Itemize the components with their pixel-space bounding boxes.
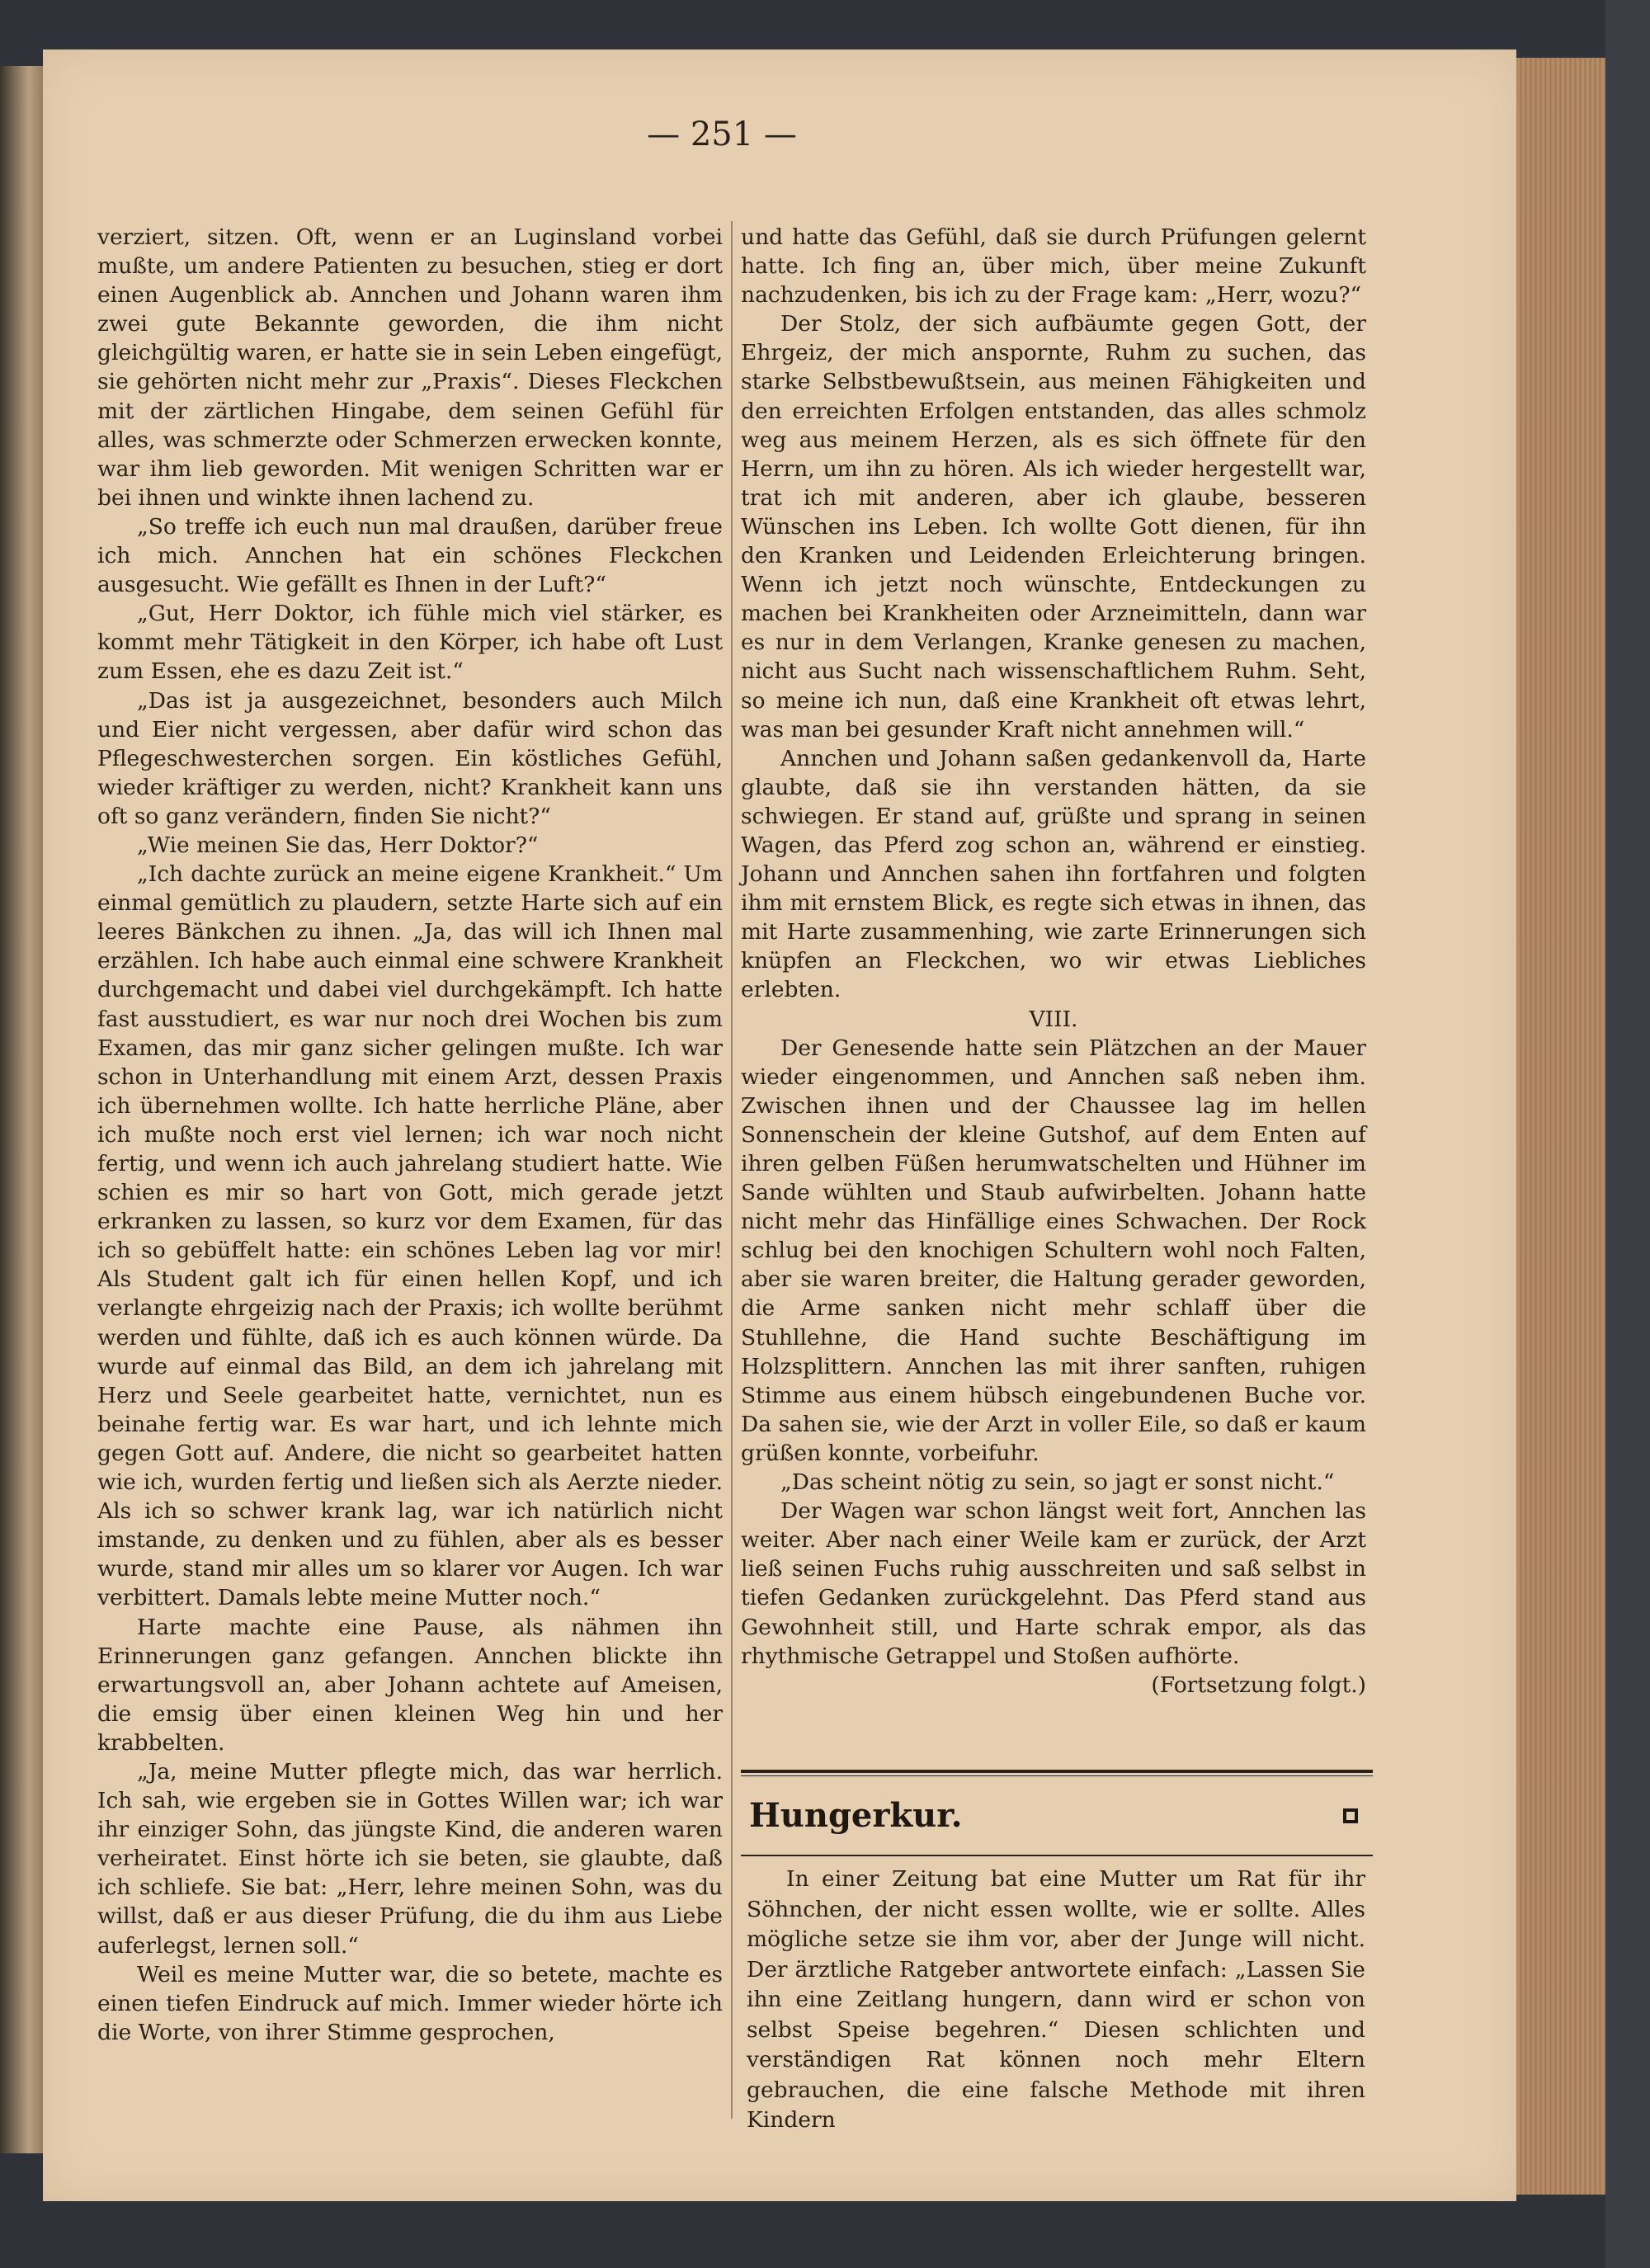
paragraph: Annchen und Johann saßen gedankenvoll da, Harte glaubte, daß sie ihn verstanden hätten, da sie schwiegen. Er stand auf, grüßte und sprang in seinen Wagen, das Pferd zog schon an, während er einstieg. Johann und Annchen sahen ihn fortfahren und folgten ihm mit ernstem Blick, es regte sich etwas in ihnen, das mit Harte zusammenhing, wie zarte Erinnerungen sich knüpfen an Fleckchen, wo wir etwas Liebliches erlebten.	[741, 745, 1366, 1003]
paragraph: „Das scheint nötig zu sein, so jagt er sonst nicht.“	[780, 1469, 1335, 1496]
article-title: Hungerkur.	[749, 1796, 963, 1835]
paragraph: verziert, sitzen. Oft, wenn er an Luginsland vorbei mußte, um andere Patienten zu besuchen, stieg er dort einen Augenblick ab. Annchen und Johann waren ihm zwei gute Bekannte geworden, die ihm nicht gleichgültig waren, er hatte sie in sein Leben eingefügt, sie gehörten nicht mehr zur „Praxis“. Dieses Fleckchen mit der zärtlichen Hingabe, dem seinen Gefühl für alles, was schmerzte oder Schmerzen erwecken konnte, war ihm lieb geworden. Mit wenigen Schritten war er bei ihnen und winkte ihnen lachend zu.	[97, 224, 723, 511]
paragraph: „Das ist ja ausgezeichnet, besonders auch Milch und Eier nicht vergessen, aber dafür wird schon das Pflegeschwesterchen sorgen. Ein köstliches Gefühl, wieder kräftiger zu werden, nicht? Krankheit kann uns oft so ganz verändern, finden Sie nicht?“	[97, 687, 723, 829]
paragraph: Weil es meine Mutter war, die so betete, machte es einen tiefen Eindruck auf mich. Immer wieder hörte ich die Worte, von ihrer Stimme gesprochen,	[97, 1961, 723, 2045]
article-top-rule	[741, 1770, 1373, 1773]
continuation-note: (Fortsetzung folgt.)	[1151, 1672, 1366, 1698]
paragraph: In einer Zeitung bat eine Mutter um Rat für ihr Söhnchen, der nicht essen wollte, wie er sollte. Alles mögliche setze sie ihm vor, aber der Junge will nicht. Der ärztliche Ratgeber antwortete einfach: „Lassen Sie ihn eine Zeitlang hungern, dann wird er schon von selbst Speise begehren.“ Diesen schlichten und verständigen Rat können noch mehr Eltern gebrauchen, die eine falsche Methode mit ihren Kindern	[747, 1866, 1365, 2133]
page-stack-edge	[1516, 58, 1610, 2195]
paragraph: und hatte das Gefühl, daß sie durch Prüfungen gelernt hatte. Ich fing an, über mich, über meine Zukunft nachzudenken, bis ich zu der Frage kam: „Herr, wozu?“	[741, 224, 1366, 309]
paragraph: Der Genesende hatte sein Plätzchen an der Mauer wieder eingenommen, und Annchen saß neben ihm. Zwischen ihnen und der Chaussee lag im hellen Sonnenschein der kleine Gutshof, auf dem Enten auf ihren gelben Füßen herumwatschelten und Hühner im Sande wühlten und Staub aufwirbelten. Johann hatte nicht mehr das Hinfällige eines Schwachen. Der Rock schlug bei den knochigen Schultern wohl noch Falten, aber sie waren breiter, die Haltung gerader geworden, die Arme sanken nicht mehr schlaff über die Stuhllehne, die Hand suchte Beschäftigung im Holzsplittern. Annchen las mit ihrer sanften, ruhigen Stimme aus einem hübsch eingebundenen Buche vor. Da sahen sie, wie der Arzt in voller Eile, so daß er kaum grüßen konnte, vorbeifuhr.	[741, 1035, 1366, 1466]
paragraph: Der Stolz, der sich aufbäumte gegen Gott, der Ehrgeiz, der mich anspornte, Ruhm zu suchen, das starke Selbstbewußtsein, aus meinen Fähigkeiten und den erreichten Erfolgen entstanden, das alles schmolz weg aus meinem Herzen, als es sich öffnete für den Herrn, um ihn zu hören. Als ich wieder hergestellt war, trat ich mit anderen, aber ich glaube, besseren Wünschen ins Leben. Ich wollte Gott dienen, für ihn den Kranken und Leidenden Erleichterung bringen. Wenn ich jetzt noch wünschte, Entdeckungen zu machen bei Krankheiten oder Arzneimitteln, dann war es nur in dem Verlangen, Kranke genesen zu machen, nicht aus Sucht nach wissenschaftlichem Ruhm. Seht, so meine ich nun, daß eine Krankheit oft etwas lehrt, was man bei gesunder Kraft nicht annehmen will.“	[741, 311, 1366, 743]
book-cover	[1605, 0, 1650, 2268]
paragraph: Der Wagen war schon längst weit fort, Annchen las weiter. Aber nach einer Weile kam er zurück, der Arzt ließ seinen Fuchs ruhig ausschreiten und saß selbst in tiefen Gedanken zurückgelehnt. Das Pferd stand aus Gewohnheit still, und Harte schrak empor, als das rhythmische Getrappel und Stoßen aufhörte.	[741, 1498, 1366, 1669]
square-icon	[1343, 1808, 1358, 1823]
paragraph: „Gut, Herr Doktor, ich fühle mich viel stärker, es kommt mehr Tätigkeit in den Körper, ich habe oft Lust zum Essen, ehe es dazu Zeit ist.“	[97, 601, 723, 685]
right-column	[741, 223, 1366, 2145]
paragraph: „Wie meinen Sie das, Herr Doktor?“	[137, 832, 539, 858]
page-number: — 251 —	[647, 116, 797, 153]
column-divider	[731, 221, 733, 2119]
paragraph: „So treffe ich euch nun mal draußen, darüber freue ich mich. Annchen hat ein schönes Fleckchen ausgesucht. Wie gefällt es Ihnen in der Luft?“	[97, 513, 723, 598]
paragraph: „Ich dachte zurück an meine eigene Krankheit.“ Um einmal gemütlich zu plaudern, setzte Harte sich auf ein leeres Bänkchen zu ihnen. „Ja, das will ich Ihnen mal erzählen. Ich habe auch einmal eine schwere Krankheit durchgemacht und dabei viel durchgekämpft. Ich hatte fast ausstudiert, es war nur noch drei Wochen bis zum Examen, das mir ganz sicher gelingen mußte. Ich war schon in Unterhandlung mit einem Arzt, dessen Praxis ich übernehmen wollte. Ich hatte herrliche Pläne, aber ich mußte noch erst viel lernen; ich war noch nicht fertig, und wenn ich auch jahrelang studiert hatte. Wie schien es mir so hart von Gott, mich gerade jetzt erkranken zu lassen, so kurz vor dem Examen, für das ich so gebüffelt hatte: ein schönes Leben lag vor mir! Als Student galt ich für einen hellen Kopf, und ich verlangte ehrgeizig nach der Praxis; ich wollte berühmt werden und fühlte, daß ich es auch können würde. Da wurde auf einmal das Bild, an dem ich jahrelang mit Herz und Seele gearbeitet hatte, vernichtet, nun es beinahe fertig war. Es war hart, und ich lehnte mich gegen Gott auf. Andere, die nicht so gearbeitet hatten wie ich, wurden fertig und ließen sich als Aerzte nieder. Als ich so schwer krank lag, war ich natürlich nicht imstande, zu denken und zu fühlen, aber als es besser wurde, stand mir alles um so klarer vor Augen. Ich war verbittert. Damals lebte meine Mutter noch.“	[97, 861, 723, 1611]
article-top-rule-thin	[741, 1775, 1373, 1776]
left-column	[97, 223, 723, 2145]
paragraph: „Ja, meine Mutter pflegte mich, das war herrlich. Ich sah, wie ergeben sie in Gottes Willen war; ich war ihr einziger Sohn, das jüngste Kind, die anderen waren verheiratet. Einst hörte ich sie beten, sie glaubte, daß ich schliefe. Sie bat: „Herr, lehre meinen Sohn, was du willst, daß er aus dieser Prüfung, die du ihm aus Liebe auferlegst, lernen soll.“	[97, 1758, 723, 1959]
previous-page-edge	[0, 66, 48, 2153]
article-title-rule	[741, 1855, 1373, 1856]
section-heading: VIII.	[1029, 1006, 1078, 1032]
article-body	[747, 1865, 1365, 2133]
paragraph: Harte machte eine Pause, als nähmen ihn Erinnerungen ganz gefangen. Annchen blickte ihn erwartungsvoll an, aber Johann achtete auf Ameisen, die emsig über einen kleinen Weg hin und her krabbelten.	[97, 1614, 723, 1756]
